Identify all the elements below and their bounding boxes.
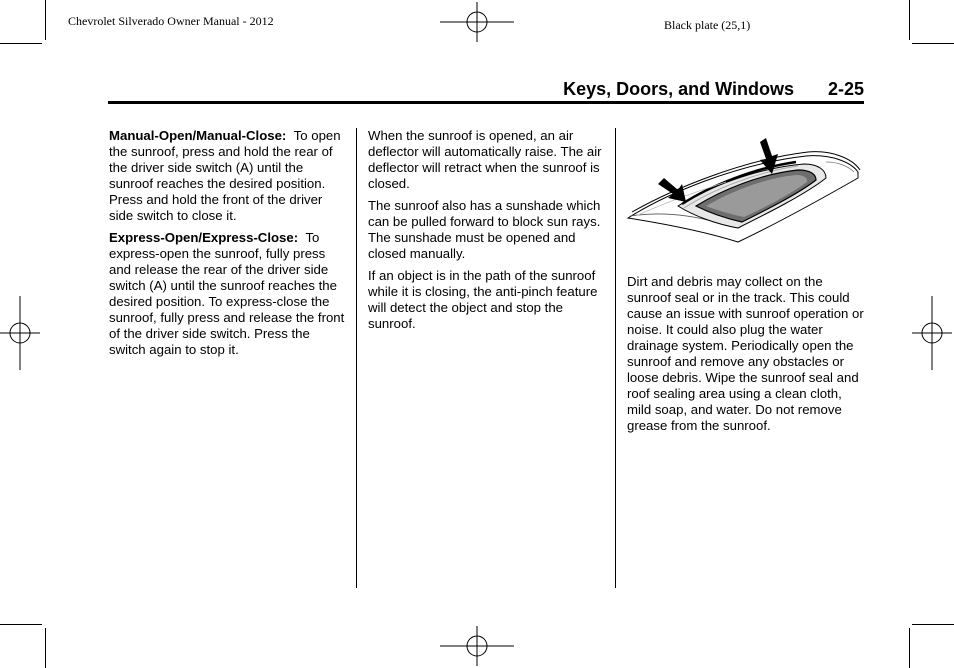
page-number: 2-25 bbox=[827, 79, 864, 99]
column-1 bbox=[109, 128, 345, 364]
manual-open-text: To open the sunroof, press and hold the rear of the driver side switch (A) until the sunroof reaches the desired position. Press and hold the front of the driver side switch to close it. bbox=[109, 128, 341, 223]
crop-mark bbox=[909, 628, 910, 668]
crop-mark bbox=[912, 43, 954, 44]
page-header bbox=[563, 79, 864, 100]
crop-mark bbox=[0, 624, 42, 625]
crop-mark bbox=[912, 624, 954, 625]
express-open-text: To express-open the sunroof, fully press and release the rear of the driver side switch (A) until the sunroof reaches the desired position. To express-close the sunroof, fully press and release the front of the driver side switch. Press the switch again to stop it. bbox=[109, 230, 345, 357]
crop-mark bbox=[45, 0, 46, 40]
column-divider bbox=[615, 128, 616, 588]
registration-mark-bottom bbox=[440, 626, 514, 666]
paragraph: Dirt and debris may collect on the sunroof seal or in the track. This could cause an issue with sunroof operation or noise. It could also plug the water drainage system. Periodically open the sunroof and remove any obstacles or loose debris. Wipe the sunroof seal and roof sealing area using a clean cloth, mild soap, and water. Do not remove grease from the sunroof. bbox=[627, 274, 864, 433]
registration-mark-left bbox=[0, 296, 40, 370]
crop-mark bbox=[45, 628, 46, 668]
section-title: Keys, Doors, and Windows bbox=[563, 79, 794, 99]
crop-mark bbox=[909, 0, 910, 40]
manual-title: Chevrolet Silverado Owner Manual - 2012 bbox=[68, 14, 274, 28]
header-rule bbox=[108, 101, 864, 104]
manual-open-paragraph bbox=[109, 128, 345, 224]
registration-mark-right bbox=[912, 296, 952, 370]
registration-mark-top bbox=[440, 2, 514, 42]
sunroof-illustration-icon bbox=[626, 132, 862, 252]
column-3 bbox=[627, 274, 865, 440]
paragraph: If an object is in the path of the sunroof while it is closing, the anti-pinch feature will detect the object and stop the sunroof. bbox=[368, 268, 598, 331]
crop-mark bbox=[0, 43, 42, 44]
express-open-paragraph bbox=[109, 230, 345, 358]
column-2 bbox=[368, 128, 606, 338]
manual-open-label: Manual-Open/Manual-Close: bbox=[109, 128, 287, 143]
plate-label: Black plate (25,1) bbox=[664, 18, 751, 32]
column-divider bbox=[356, 128, 357, 588]
paragraph: The sunroof also has a sunshade which can be pulled forward to block sun rays. The sunshade must be opened and closed manually. bbox=[368, 198, 601, 261]
express-open-label: Express-Open/Express-Close: bbox=[109, 230, 299, 245]
paragraph: When the sunroof is opened, an air deflector will automatically raise. The air deflector will retract when the sunroof is closed. bbox=[368, 128, 602, 191]
